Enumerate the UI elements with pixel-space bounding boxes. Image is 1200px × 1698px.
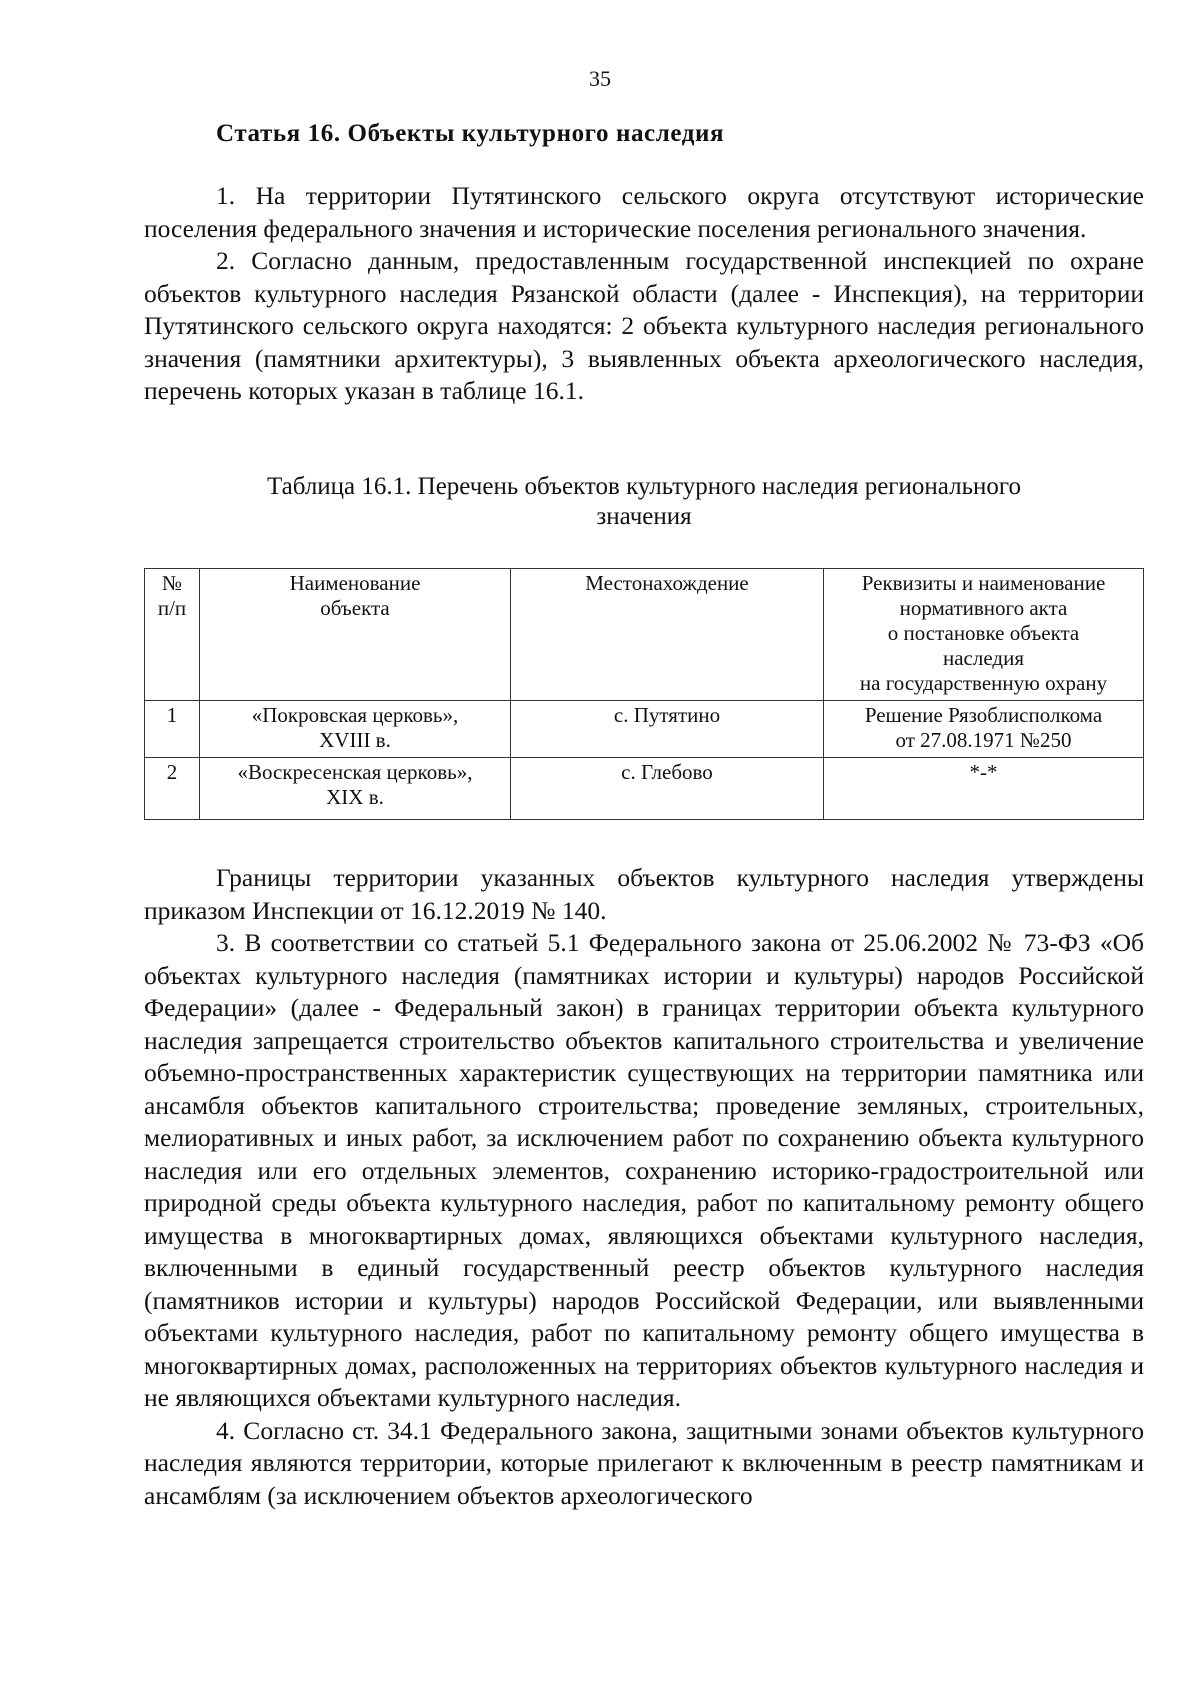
cell-requisites: Решение Рязоблисполкома от 27.08.1971 №250: [824, 701, 1144, 758]
page-number: 35: [589, 66, 611, 91]
header-object-name: Наименование объекта: [200, 569, 511, 701]
table-caption-line-1: Таблица 16.1. Перечень объектов культурного наследия регионального: [266, 473, 1022, 500]
top-text-block: [144, 180, 1144, 408]
cell-requisites: *-*: [824, 758, 1144, 820]
heritage-objects-table: [144, 568, 1144, 820]
paragraph-2: 2. Согласно данным, предоставленным государственной инспекцией по охране объектов культурного наследия Рязанской области (далее - Инспекция), на территории Путятинского сельского округа находятся: 2 объекта культурного наследия регионального значения (памятники архитектуры), 3 выявленных объекта археологического наследия, перечень которых указан в таблице 16.1.: [144, 246, 1144, 405]
cell-location: с. Путятино: [511, 701, 824, 758]
article-heading: Статья 16. Объекты культурного наследия: [216, 120, 725, 147]
header-number: № п/п: [145, 569, 200, 701]
table-caption: [144, 472, 1144, 532]
header-requisites: Реквизиты и наименование нормативного акта о постановке объекта наследия на государственную охрану: [824, 569, 1144, 701]
header-location: Местонахождение: [511, 569, 824, 701]
cell-number: 1: [145, 701, 200, 758]
bottom-text-block: [144, 862, 1144, 1512]
paragraph-4: 4. Согласно ст. 34.1 Федерального закона, защитными зонами объектов культурного наследия являются территории, которые прилегают к включенным в реестр памятникам и ансамблям (за исключением объектов археологического: [144, 1415, 1144, 1510]
cell-location: с. Глебово: [511, 758, 824, 820]
paragraph-borders: Границы территории указанных объектов культурного наследия утверждены приказом Инспекции от 16.12.2019 № 140.: [144, 863, 1144, 925]
paragraph-3: 3. В соответствии со статьей 5.1 Федерального закона от 25.06.2002 № 73-ФЗ «Об объектах культурного наследия (памятниках истории и культуры) народов Российской Федерации» (далее - Федеральный закон) в границах территории объекта культурного наследия запрещается строительство объектов капитального строительства и увеличение объемно-пространственных характеристик существующих на территории памятника или ансамбля объектов капитального строительства; проведение земляных, строительных, мелиоративных и иных работ, за исключением работ по сохранению объекта культурного наследия или его отдельных элементов, сохранению историко-градостроительной или природной среды объекта культурного наследия, работ по капитальному ремонту общего имущества в многоквартирных домах, являющихся объектами культурного наследия, включенными в единый государственный реестр объектов культурного наследия (памятников истории и культуры) народов Российской Федерации, или выявленными объектами культурного наследия, работ по капитальному ремонту общего имущества в многоквартирных домах, расположенных на территориях объектов культурного наследия и не являющихся объектами культурного наследия.: [144, 928, 1144, 1412]
table-header-row: [145, 569, 1144, 701]
cell-object-name: «Воскресенская церковь», XIX в.: [200, 758, 511, 820]
cell-number: 2: [145, 758, 200, 820]
table-row: [145, 758, 1144, 820]
table-row: [145, 701, 1144, 758]
paragraph-1: 1. На территории Путятинского сельского округа отсутствуют исторические поселения федерального значения и исторические поселения регионального значения.: [144, 181, 1144, 243]
table-caption-line-2: значения: [596, 503, 692, 530]
cell-object-name: «Покровская церковь», XVIII в.: [200, 701, 511, 758]
